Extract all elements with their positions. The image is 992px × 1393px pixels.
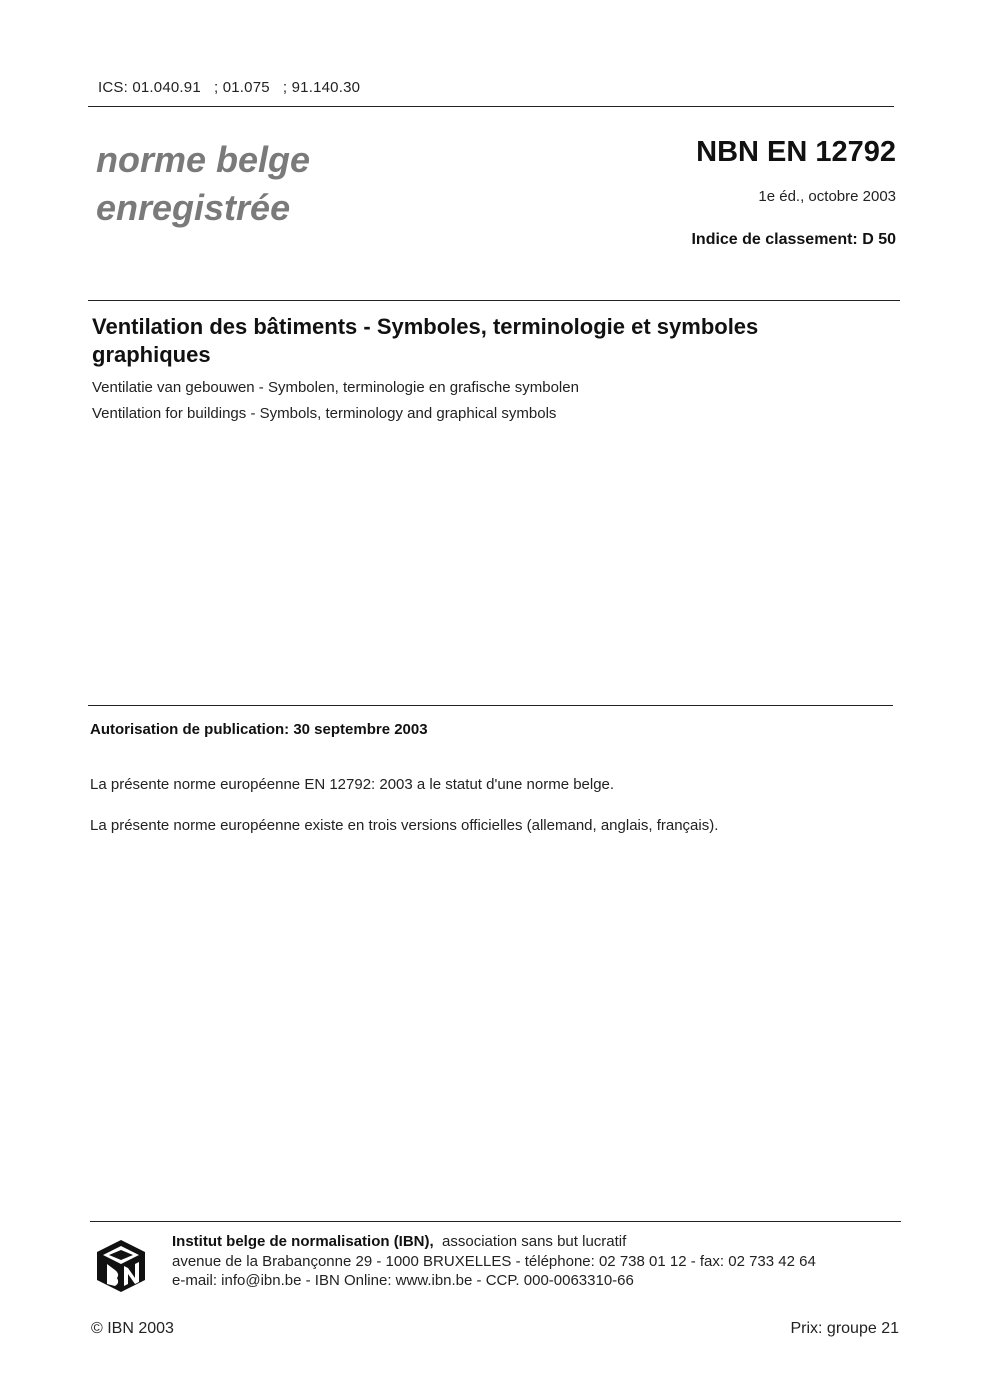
title-dutch: Ventilatie van gebouwen - Symbolen, terminologie en grafische symbolen [92, 379, 579, 396]
classification-index: Indice de classement: D 50 [691, 231, 896, 248]
edition-date: 1e éd., octobre 2003 [758, 188, 896, 205]
publication-rule [88, 705, 893, 706]
brand-line-1: norme belge [96, 139, 311, 180]
ibn-logo-icon [93, 1238, 149, 1294]
ics-codes: ICS: 01.040.91 ; 01.075 ; 91.140.30 [98, 79, 361, 96]
organization-name: Institut belge de normalisation (IBN), [172, 1233, 434, 1250]
price-group: Prix: groupe 21 [790, 1320, 899, 1337]
status-paragraph: La présente norme européenne EN 12792: 2003 a le statut d'une norme belge. [90, 776, 615, 793]
standard-number: NBN EN 12792 [696, 136, 896, 168]
organization-address: avenue de la Brabançonne 29 - 1000 BRUXELLES - téléphone: 02 738 01 12 - fax: 02 733 42 64 [172, 1253, 816, 1270]
title-english: Ventilation for buildings - Symbols, terminology and graphical symbols [92, 405, 557, 422]
copyright: © IBN 2003 [91, 1320, 174, 1337]
organization-type: association sans but lucratif [433, 1233, 627, 1250]
organization-rule [90, 1221, 901, 1222]
brand-line-2: enregistrée [96, 187, 291, 228]
organization-name-line [172, 1233, 626, 1250]
organization-contacts: e-mail: info@ibn.be - IBN Online: www.ibn.be - CCP. 000-0063310-66 [172, 1272, 634, 1289]
publication-authorisation: Autorisation de publication: 30 septembre 2003 [90, 721, 428, 738]
header-rule [88, 106, 894, 107]
title-french: Ventilation des bâtiments - Symboles, terminologie et symboles graphiques [92, 314, 759, 367]
title-top-rule [88, 300, 900, 301]
versions-paragraph: La présente norme européenne existe en trois versions officielles (allemand, anglais, français). [90, 817, 719, 834]
brand-block [96, 136, 310, 232]
